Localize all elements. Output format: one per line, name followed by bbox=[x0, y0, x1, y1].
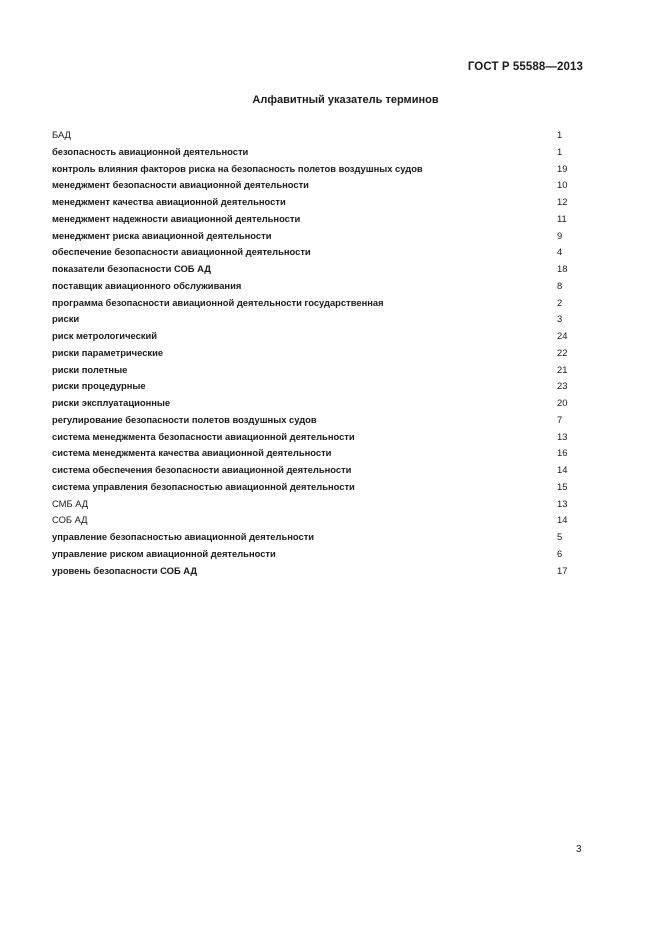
index-entry-term: регулирование безопасности полетов воздушных судов bbox=[52, 413, 317, 425]
index-entry-page: 7 bbox=[557, 413, 563, 425]
index-entry bbox=[52, 395, 572, 412]
index-entry-page: 18 bbox=[557, 263, 568, 274]
index-entry bbox=[52, 412, 572, 429]
index-entry-page: 22 bbox=[557, 346, 568, 358]
index-entry bbox=[52, 295, 572, 312]
index-entry-page: 20 bbox=[557, 397, 568, 408]
index-entry-page: 9 bbox=[557, 229, 563, 241]
index-entry-term: управление риском авиационной деятельности bbox=[52, 547, 276, 559]
index-entry bbox=[52, 144, 572, 161]
index-entry-page: 23 bbox=[557, 380, 568, 392]
index-entry-page: 17 bbox=[557, 564, 568, 576]
index-entry-page: 16 bbox=[557, 447, 568, 459]
index-entry-page: 12 bbox=[557, 196, 568, 207]
index-entry-term: риски полетные bbox=[52, 363, 128, 375]
index-entry-term: обеспечение безопасности авиационной деятельности bbox=[52, 246, 311, 258]
index-entry-term: риски bbox=[52, 313, 80, 325]
index-entry bbox=[52, 345, 572, 362]
index-entry-term: показатели безопасности СОБ АД bbox=[52, 263, 211, 274]
index-entry-page: 2 bbox=[557, 296, 563, 308]
index-entry-term: управление безопасностью авиационной деятельности bbox=[52, 531, 315, 542]
index-entry bbox=[52, 261, 572, 278]
index-entry-page: 24 bbox=[557, 330, 568, 341]
index-entry-term: система обеспечения безопасности авиационной деятельности bbox=[52, 464, 352, 475]
index-entry-term: менеджмент безопасности авиационной деятельности bbox=[52, 179, 309, 191]
index-entry-term: уровень безопасности СОБ АД bbox=[52, 564, 198, 576]
standard-code: ГОСТ Р 55588—2013 bbox=[467, 61, 583, 73]
index-entry bbox=[52, 512, 572, 529]
index-entry-term: СМБ АД bbox=[52, 497, 89, 509]
index-entry bbox=[52, 378, 572, 395]
index-entry-term: менеджмент риска авиационной деятельности bbox=[52, 229, 272, 241]
index-entry bbox=[52, 362, 572, 379]
index-entry bbox=[52, 161, 572, 178]
index-entry-term: система менеджмента качества авиационной деятельности bbox=[52, 447, 332, 459]
index-entry-term: менеджмент надежности авиационной деятельности bbox=[52, 212, 301, 224]
index-entry bbox=[52, 429, 572, 446]
index-entry bbox=[52, 177, 572, 194]
index-entry-page: 8 bbox=[557, 279, 563, 291]
index-entry-page: 1 bbox=[557, 129, 563, 140]
term-index-list bbox=[52, 127, 572, 579]
index-entry-page: 13 bbox=[557, 430, 568, 442]
index-entry-page: 14 bbox=[557, 464, 568, 475]
index-entry-term: риск метрологический bbox=[52, 330, 158, 341]
index-entry bbox=[52, 479, 572, 496]
index-entry bbox=[52, 563, 572, 580]
index-entry-term: риски процедурные bbox=[52, 380, 146, 392]
index-entry-page: 1 bbox=[557, 145, 563, 157]
index-entry bbox=[52, 244, 572, 261]
page-number: 3 bbox=[576, 844, 582, 855]
index-entry-page: 14 bbox=[557, 514, 568, 526]
index-entry-term: поставщик авиационного обслуживания bbox=[52, 279, 242, 291]
index-entry-page: 19 bbox=[557, 162, 568, 174]
index-entry-term: контроль влияния факторов риска на безопасность полетов воздушных судов bbox=[52, 162, 423, 174]
index-entry bbox=[52, 278, 572, 295]
index-entry-page: 10 bbox=[557, 179, 568, 191]
index-entry-page: 5 bbox=[557, 531, 563, 542]
index-entry bbox=[52, 127, 572, 144]
index-title: Алфавитный указатель терминов bbox=[252, 94, 439, 106]
index-entry bbox=[52, 311, 572, 328]
index-entry-term: БАД bbox=[52, 129, 71, 140]
index-entry bbox=[52, 529, 572, 546]
index-entry-term: безопасность авиационной деятельности bbox=[52, 145, 249, 157]
index-entry bbox=[52, 211, 572, 228]
index-entry-page: 13 bbox=[557, 497, 568, 509]
index-entry-page: 6 bbox=[557, 547, 563, 559]
index-entry bbox=[52, 496, 572, 513]
index-entry bbox=[52, 228, 572, 245]
index-entry-term: риски параметрические bbox=[52, 346, 164, 358]
index-entry bbox=[52, 194, 572, 211]
index-entry-term: система менеджмента безопасности авиационной деятельности bbox=[52, 430, 355, 442]
index-entry-page: 11 bbox=[557, 212, 567, 224]
index-entry-term: система управления безопасностью авиационной деятельности bbox=[52, 480, 355, 492]
index-entry-page: 15 bbox=[557, 480, 568, 492]
index-entry-term: риски эксплуатационные bbox=[52, 397, 171, 408]
index-entry bbox=[52, 328, 572, 345]
index-entry bbox=[52, 546, 572, 563]
index-entry-page: 3 bbox=[557, 313, 563, 325]
index-entry-page: 4 bbox=[557, 246, 563, 258]
index-entry-term: программа безопасности авиационной деятельности государственная bbox=[52, 296, 384, 308]
index-entry-term: менеджмент качества авиационной деятельности bbox=[52, 196, 286, 207]
index-entry-term: СОБ АД bbox=[52, 514, 88, 526]
index-entry-page: 21 bbox=[557, 363, 568, 375]
index-entry bbox=[52, 445, 572, 462]
index-entry bbox=[52, 462, 572, 479]
